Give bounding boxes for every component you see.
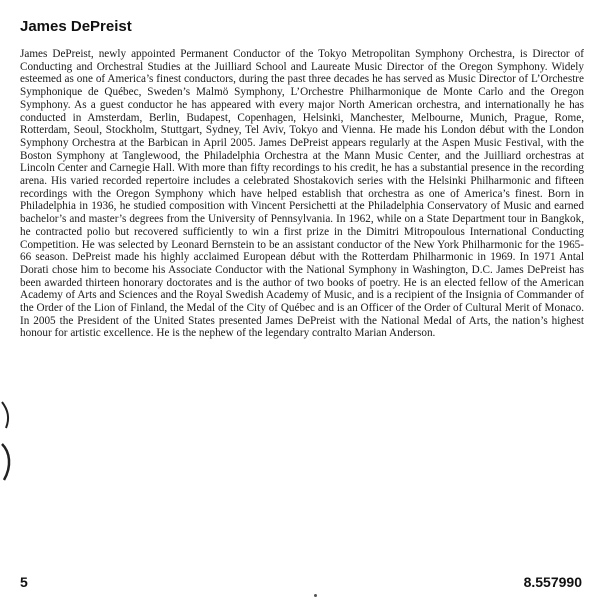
biography-paragraph: James DePreist, newly appointed Permanent Conductor of the Tokyo Metropolitan Symphony Orchestra, is Director of Conducting and Orchestral Studies at the Juilliard School and Laureate Music Director of the Oregon Symphony. Widely esteemed as one of America’s finest conductors, during the past three decades he has served as Music Director of L’Orchestre Symphonique de Québec, Sweden’s Malmö Symphony, L’Orchestre Philharmonique de Monte Carlo and the Oregon Symphony. As a guest conductor he has appeared with every major North American orchestra, and internationally he has conducted in Amsterdam, Berlin, Budapest, Copenhagen, Helsinki, Manchester, Melbourne, Munich, Prague, Rome, Rotterdam, Seoul, Stockholm, Stuttgart, Sydney, Tel Aviv, Tokyo and Vienna. He made his London début with the London Symphony Orchestra at the Barbican in April 2005. James DePreist appears regularly at the Aspen Music Festival, with the Boston Symphony at Tanglewood, the Philadelphia Orchestra at the Mann Music Center, and the Juilliard orchestras at Lincoln Center and Carnegie Hall. With more than fifty recordings to his credit, he has a substantial presence in the recording arena. His varied recorded repertoire includes a celebrated Shostakovich series with the Helsinki Philharmonic and fifteen recordings with the Oregon Symphony which have helped establish that orchestra as one of America’s finest. Born in Philadelphia in 1936, he studied composition with Vincent Persichetti at the Philadelphia Conservatory of Music and earned bachelor’s and master’s degrees from the University of Pennsylvania. In 1962, while on a State Department tour in Bangkok, he contracted polio but recovered sufficiently to win a first prize in the Dimitri Mitropoulous International Conducting Competition. He was selected by Leonard Bernstein to be an assistant conductor of the New York Philharmonic for the 1965-66 season. DePreist made his highly acclaimed European début with the Rotterdam Philharmonic in 1969. In 1971 Antal Dorati chose him to become his Associate Conductor with the National Symphony in Washington, D.C. James DePreist has been awarded thirteen honorary doctorates and is the author of two books of poetry. He is an elected fellow of the American Academy of Arts and Sciences and the Royal Swedish Academy of Music, and is a recipient of the Insignia of Commander of the Order of the Lion of Finland, the Medal of the City of Québec and is an Officer of the Order of Cultural Merit of Monaco. In 2005 the President of the United States presented James DePreist with the National Medal of Arts, the nation’s highest honour for artistic excellence. He is the nephew of the legendary contralto Marian Anderson. <box>20 48 584 340</box>
binding-crease-mark <box>0 400 14 490</box>
catalogue-number: 8.557990 <box>523 574 582 590</box>
center-registration-mark <box>314 594 317 597</box>
page-title: James DePreist <box>20 18 132 35</box>
page-number: 5 <box>20 574 28 590</box>
